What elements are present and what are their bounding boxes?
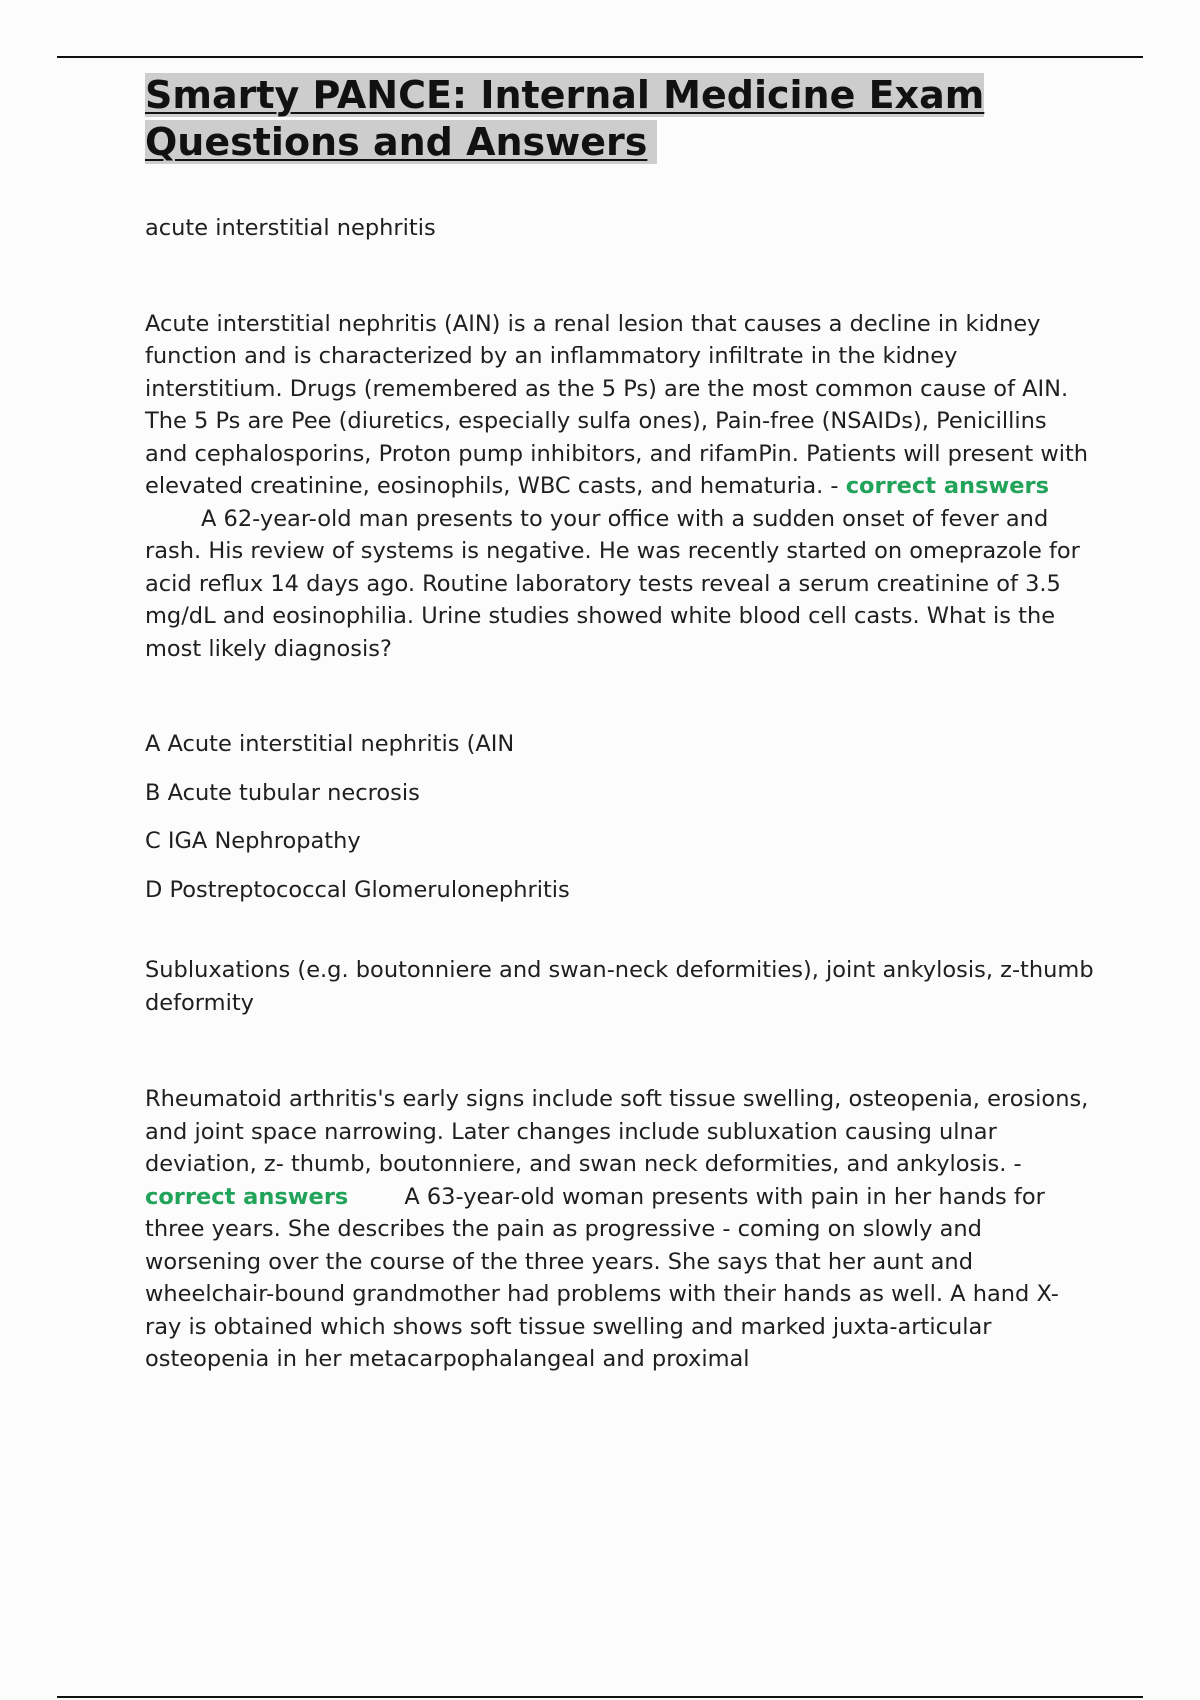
explanation-1: Acute interstitial nephritis (AIN) is a renal lesion that causes a decline in kidney function and is characterized by an inflammatory infiltrate in the kidney interstitium. Drugs (remembered as the 5 Ps) are the most common cause of AIN. The 5 Ps are Pee (diuretics, especially sulfa ones), Pain-free (NSAIDs), Penicillins and cephalosporins, Proton pump inhibitors, and rifamPin. Patients will present with elevated creatinine, eosinophils, WBC casts, and hematuria. - (145, 310, 1089, 499)
explanation-2: Rheumatoid arthritis's early signs include soft tissue swelling, osteopenia, erosions, and joint space narrowing. Later changes include subluxation causing ulnar deviation, z- thumb, boutonniere, and swan neck deformities, and ankylosis. - (145, 1086, 1089, 1177)
document-title: Smarty PANCE: Internal Medicine Exam Questions and Answers (145, 73, 985, 164)
option-b: B Acute tubular necrosis (145, 779, 420, 806)
card-1-text (145, 308, 1095, 666)
term-1: acute interstitial nephritis (145, 215, 436, 241)
question-1: A 62-year-old man presents to your office with a sudden onset of fever and rash. His review of systems is negative. He was recently started on omeprazole for acid reflux 14 days ago. Routine laboratory tests reveal a serum creatinine of 3.5 mg/dL and eosinophilia. Urine studies showed white blood cell casts. What is the most likely diagnosis? (145, 505, 1080, 662)
footer-rule (57, 1696, 1143, 1698)
option-c: C IGA Nephropathy (145, 828, 361, 854)
answer-options (145, 728, 1095, 906)
option-a: A Acute interstitial nephritis (AIN (145, 731, 515, 757)
answer-label-1: correct answers (845, 473, 1049, 499)
term-2: Subluxations (e.g. boutonniere and swan-neck deformities), joint ankylosis, z-thumb deformity (145, 957, 1094, 1016)
header-rule (57, 56, 1143, 58)
question-2: A 63-year-old woman presents with pain in her hands for three years. She describes the pain as progressive - coming on slowly and worsening over the course of the three years. She says that her aunt and wheelchair-bound grandmother had problems with their hands as well. A hand X-ray is obtained which shows soft tissue swelling and marked juxta-articular osteopenia in her metacarpophalangeal and proximal (145, 1183, 1059, 1372)
answer-label-2: correct answers (145, 1183, 349, 1210)
card-2-text (145, 1083, 1095, 1376)
document-body (145, 72, 1095, 1376)
option-d: D Postreptococcal Glomerulonephritis (145, 876, 570, 903)
